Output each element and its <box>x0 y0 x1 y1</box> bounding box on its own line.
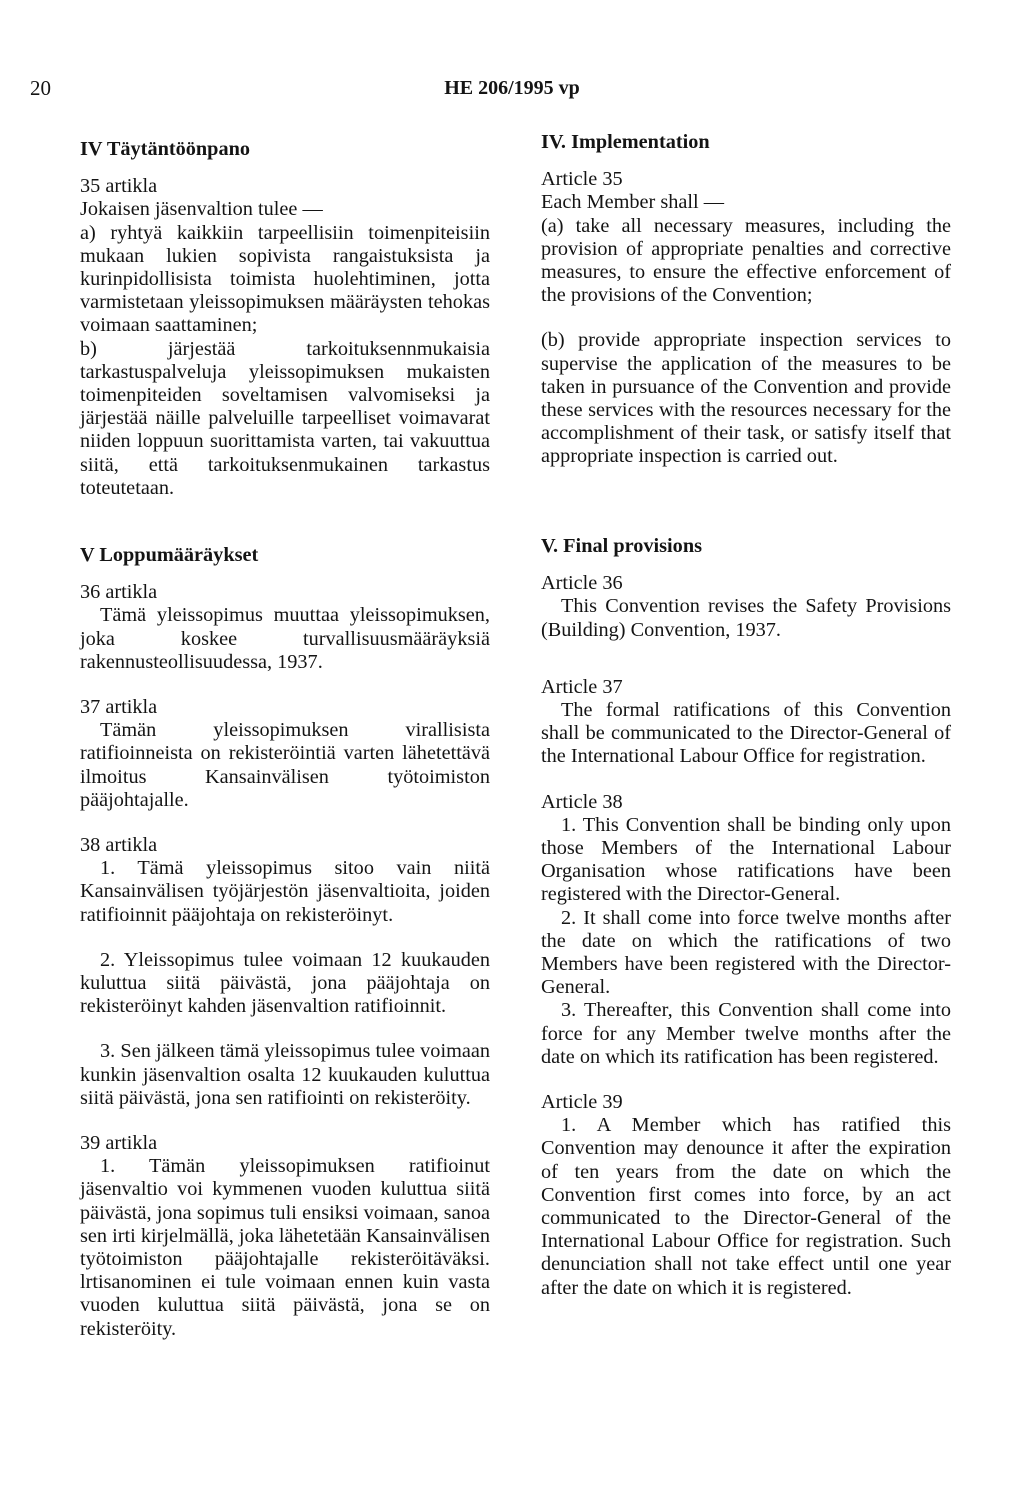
en-section-v-title: V. Final provisions <box>541 535 702 557</box>
fi-article-36-text: Tämä yleissopimus muuttaa yleissopimuksen, joka koskee turvallisuusmääräyksiä rakennusteollisuudessa, 1937. <box>80 604 490 673</box>
en-article-35-heading: Article 35 <box>541 168 623 191</box>
fi-article-35-heading: 35 artikla <box>80 175 158 198</box>
en-article-35-item-b: (b) provide appropriate inspection services to supervise the application of the measures to be taken in pursuance of the Convention and provide these services with the resources necessary for the accomplishment of their task, or satisfy itself that appropriate inspection is carried out. <box>541 329 951 468</box>
fi-article-37-text: Tämän yleissopimuksen virallisista ratifioinneista on rekisteröintiä varten lähetettävä ilmoitus Kansainvälisen työtoimiston pääjohtajalle. <box>80 719 490 811</box>
en-article-39-heading: Article 39 <box>541 1091 623 1114</box>
fi-article-39-p1: 1. Tämän yleissopimuksen ratifioinut jäsenvaltio voi kymmenen vuoden kuluttua siitä päivästä, jona sopimus tuli ensiksi voimaan, sanoa sen irti kirjelmällä, joka lähetetään Kansainvälisen työtoimiston pääjohtajalle rekisteröitäväksi. lrtisanominen ei tule voimaan ennen kuin vasta vuoden kuluttua siitä päivästä, jona se on rekisteröity. <box>80 1155 490 1340</box>
fi-section-v-title: V Loppumääräykset <box>80 544 259 566</box>
fi-article-35-intro: Jokaisen jäsenvaltion tulee — <box>80 198 323 221</box>
fi-article-38-p3: 3. Sen jälkeen tämä yleissopimus tulee voimaan kunkin jäsenvaltion osalta 12 kuukauden kuluttua siitä päivästä, jona sen ratifiointi on rekisteröity. <box>80 1040 490 1109</box>
fi-article-38-p2: 2. Yleissopimus tulee voimaan 12 kuukauden kuluttua siitä päivästä, jona pääjohtaja on rekisteröinyt kahden jäsenvaltion ratifioinnit. <box>80 948 490 1018</box>
en-article-38-heading: Article 38 <box>541 790 623 813</box>
fi-section-v <box>80 544 490 1341</box>
en-section-iv <box>541 131 951 469</box>
fi-article-37-heading: 37 artikla <box>80 696 158 719</box>
fi-article-35-item-a: a) ryhtyä kaikkiin tarpeellisiin toimenpiteisiin mukaan lukien sopivista rangaistuksista ja kurinpidollisista toimista huolehtiminen, jotta varmistetaan yleissopimuksen määräysten tehokas voimaan saattaminen; <box>80 221 490 337</box>
fi-section-iv <box>80 138 490 500</box>
en-article-38-p2: 2. It shall come into force twelve months after the date on which the ratifications of two Members have been registered with the Director-General. <box>541 906 951 999</box>
en-article-36-heading: Article 36 <box>541 572 623 595</box>
en-article-35-intro: Each Member shall — <box>541 191 725 214</box>
en-article-35-item-a: (a) take all necessary measures, including the provision of appropriate penalties and corrective measures, to ensure the effective enforcement of the provisions of the Convention; <box>541 214 951 307</box>
en-article-39-p1: 1. A Member which has ratified this Convention may denounce it after the expiration of ten years from the date on which the Convention first comes into force, by an act communicated to the Director-General of the International Labour Office for registration. Such denunciation shall not take effect until one year after the date on which it is registered. <box>541 1114 951 1299</box>
fi-article-38-p1: 1. Tämä yleissopimus sitoo vain niitä Kansainvälisen työjärjestön jäsenvaltioita, joiden ratifioinnit pääjohtaja on rekisteröinyt. <box>80 857 490 926</box>
page-number: 20 <box>30 76 51 100</box>
en-section-iv-title: IV. Implementation <box>541 131 710 153</box>
en-article-38-p1: 1. This Convention shall be binding only upon those Members of the International Labour Organisation whose ratifications have been registered with the Director-General. <box>541 813 951 906</box>
fi-article-39-heading: 39 artikla <box>80 1132 158 1155</box>
en-article-38-p3: 3. Thereafter, this Convention shall come into force for any Member twelve months after the date on which its ratification has been registered. <box>541 999 951 1068</box>
en-article-37-heading: Article 37 <box>541 675 623 698</box>
fi-article-35-item-b: b) järjestää tarkoituksennmukaisia tarkastuspalveluja yleissopimuksen mukaisten toimenpiteiden soveltamisen valvomiseksi ja järjestää näille palveluille tarpeelliset voimavarat niiden loppuun suorittamista varten, tai vakuuttua siitä, että tarkoituksenmukainen tarkastus toteutetaan. <box>80 337 490 499</box>
running-title: HE 206/1995 vp <box>444 77 580 99</box>
en-section-v <box>541 535 951 1300</box>
fi-section-iv-title: IV Täytäntöönpano <box>80 138 251 160</box>
en-article-36-text: This Convention revises the Safety Provisions (Building) Convention, 1937. <box>541 595 951 641</box>
en-article-37-text: The formal ratifications of this Convention shall be communicated to the Director-General of the International Labour Office for registration. <box>541 699 951 768</box>
fi-article-38-heading: 38 artikla <box>80 834 158 857</box>
fi-article-36-heading: 36 artikla <box>80 581 158 604</box>
